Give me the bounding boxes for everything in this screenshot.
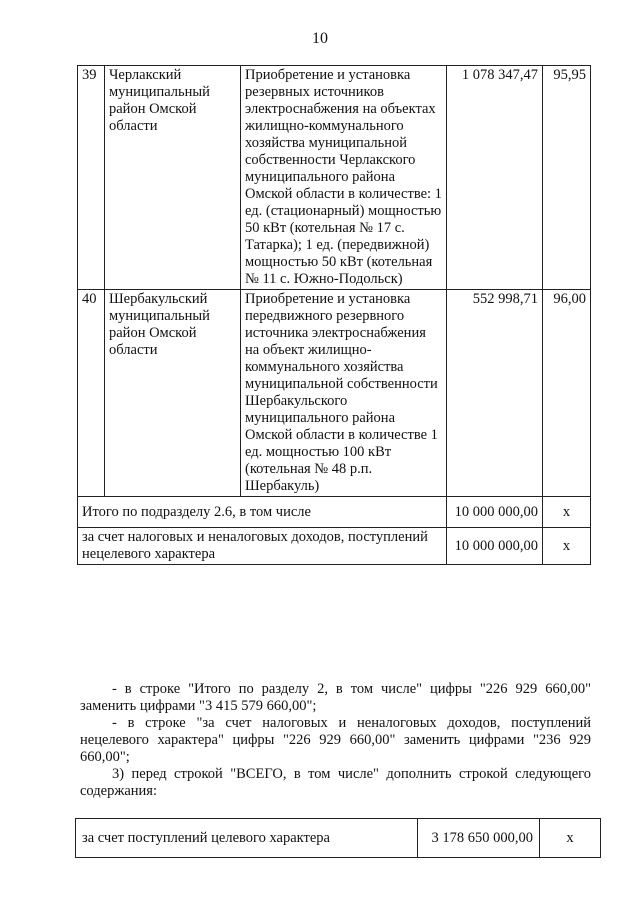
addition-mark: x [540,819,601,858]
summary-mark: x [543,528,591,565]
table-row [76,819,601,858]
paragraph-2: - в строке "за счет налоговых и неналоговых доходов, поступлений нецелевого характера" цифры "226 929 660,00" заменить цифрами "236 929 660,00"; [80,715,591,765]
percent-cell: 96,00 [543,290,591,497]
summary-amount: 10 000 000,00 [447,528,543,565]
funding-table [77,65,591,565]
addition-amount: 3 178 650 000,00 [418,819,540,858]
district-cell: Черлакский муниципальный район Омской области [105,66,241,290]
summary-label: за счет налоговых и неналоговых доходов, поступлений нецелевого характера [78,528,447,565]
amount-cell: 552 998,71 [447,290,543,497]
paragraph-3: 3) перед строкой "ВСЕГО, в том числе" дополнить строкой следующего содержания: [80,766,591,799]
summary-row [78,528,591,565]
summary-label: Итого по подразделу 2.6, в том числе [78,497,447,528]
district-cell: Шербакульский муниципальный район Омской области [105,290,241,497]
summary-row [78,497,591,528]
addition-table [75,818,601,858]
page-number: 10 [312,30,328,47]
addition-label: за счет поступлений целевого характера [76,819,418,858]
row-number: 40 [78,290,105,497]
table-row [78,66,591,290]
description-cell: Приобретение и установка резервных источников электроснабжения на объектах жилищно-коммунального хозяйства муниципальной собственности Черлакского муниципального района Омской области в количестве: 1 ед. (стационарный) мощностью 50 кВт (котельная № 17 с. Татарка); 1 ед. (передвижной) мощностью 50 кВт (котельная № 11 с. Южно-Подольск) [241,66,447,290]
percent-cell: 95,95 [543,66,591,290]
summary-mark: x [543,497,591,528]
table-row [78,290,591,497]
row-number: 39 [78,66,105,290]
amount-cell: 1 078 347,47 [447,66,543,290]
description-cell: Приобретение и установка передвижного резервного источника электроснабжения на объект жилищно-коммунального хозяйства муниципальной собственности Шербакульского муниципального района Омской области в количестве 1 ед. мощностью 100 кВт (котельная № 48 р.п. Шербакуль) [241,290,447,497]
amendment-text [80,681,591,800]
paragraph-1: - в строке "Итого по разделу 2, в том числе" цифры "226 929 660,00" заменить цифрами "3 415 579 660,00"; [80,681,591,714]
summary-amount: 10 000 000,00 [447,497,543,528]
